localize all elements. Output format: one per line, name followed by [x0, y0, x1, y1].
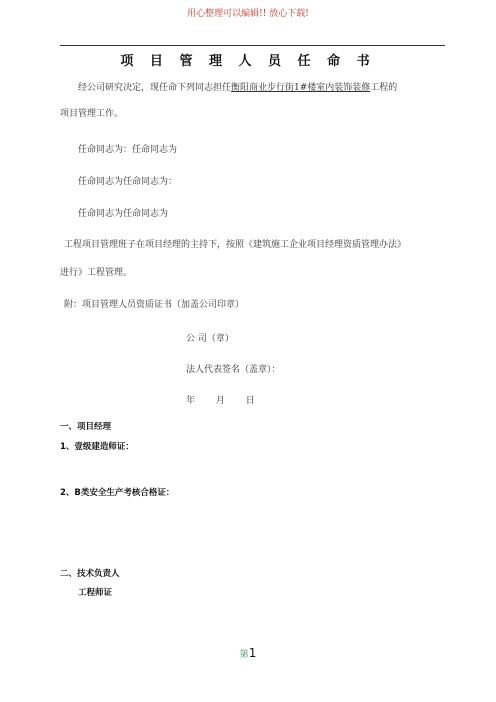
page-footer	[0, 646, 496, 660]
header-note: 用心整理可以编辑!! 放心下载!	[187, 9, 309, 19]
intro-prefix: 经公司研究决定，现任命下列同志担任	[78, 83, 232, 93]
intro-paragraph	[78, 80, 397, 93]
item-safety-cert: 2、B类安全生产考核合格证：	[60, 488, 175, 498]
page-prefix: 第	[239, 650, 249, 660]
appointment-line-2: 任命同志为任命同志为：	[78, 177, 178, 187]
appointment-line-1: 任命同志为：任命同志为	[78, 145, 178, 155]
legal-representative-signature: 法人代表签名（盖章）：	[186, 365, 281, 375]
header-divider	[60, 45, 445, 46]
page-number: 1	[248, 646, 257, 660]
document-title: 项 目 管 理 人 员 任 命 书	[120, 54, 376, 69]
company-seal: 公 司（章）	[186, 334, 234, 344]
management-line-2: 进行》工程管理。	[60, 268, 133, 278]
project-name: 衡阳商业步行街1#楼室内装饰装修	[231, 83, 371, 93]
section-project-manager: 一、项目经理	[60, 422, 112, 432]
item-engineer-cert: 工程师证	[78, 588, 113, 598]
item-class1-constructor-cert: 1、壹级建造师证：	[60, 442, 134, 452]
signature-date: 年 月 日	[186, 396, 255, 406]
appointment-line-3: 任命同志为任命同志为	[78, 209, 169, 219]
intro-line2: 项目管理工作。	[60, 109, 124, 119]
intro-suffix: 工程的	[370, 83, 398, 93]
management-line-1: 工程项目管理班子在项目经理的主持下，按照《建筑施工企业项目经理资质管理办法》	[64, 240, 407, 250]
attachment-note: 附：项目管理人员资质证书（加盖公司印章）	[64, 300, 245, 310]
section-technical-lead: 二、技术负责人	[60, 569, 120, 579]
